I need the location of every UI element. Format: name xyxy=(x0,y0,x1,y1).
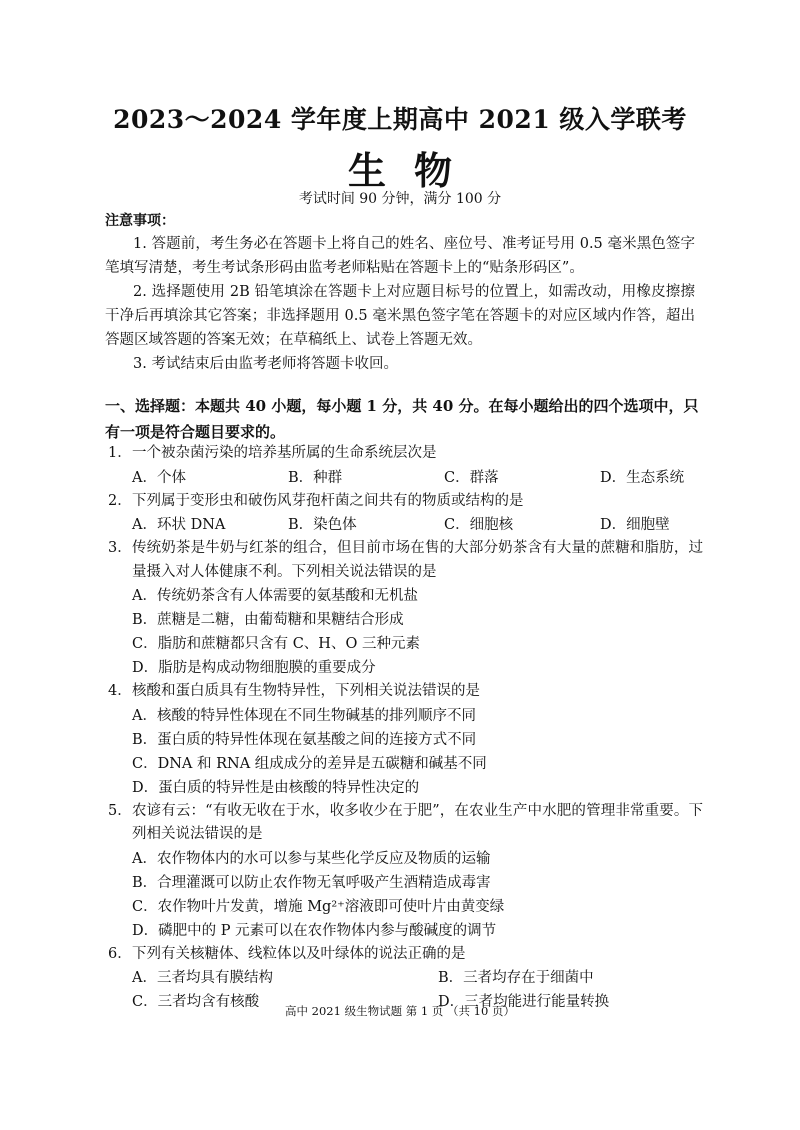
option-row xyxy=(108,466,703,490)
option-c: C．脂肪和蔗糖都只含有 C、H、O 三种元素 xyxy=(132,636,420,652)
question-stem: 核酸和蛋白质具有生物特异性，下列相关说法错误的是 xyxy=(132,683,480,699)
option-b: B．蛋白质的特异性体现在氨基酸之间的连接方式不同 xyxy=(132,731,477,748)
question-stem: 传统奶茶是牛奶与红茶的组合，但目前市场在售的大部分奶茶含有大量的蔗糖和脂肪，过量摄入对人体健康不利。下列相关说法错误的是 xyxy=(132,540,703,580)
question-1 xyxy=(108,442,703,490)
option-b: B．染色体 xyxy=(288,517,357,533)
option-d: D．磷肥中的 P 元素可以在农作物体内参与酸碱度的调节 xyxy=(132,922,497,939)
option-d: D．蛋白质的特异性是由核酸的特异性决定的 xyxy=(132,779,420,796)
question-list xyxy=(108,442,703,1014)
option-c: C．三者均含有核酸 xyxy=(132,994,260,1010)
question-stem: 下列有关核糖体、线粒体以及叶绿体的说法正确的是 xyxy=(132,945,466,962)
section-heading: 一、选择题：本题共 40 小题，每小题 1 分，共 40 分。在每小题给出的四个选项中，只有一项是符合题目要求的。 xyxy=(105,397,699,441)
note-item: 1. 答题前，考生务必在答题卡上将自己的姓名、座位号、准考证号用 0.5 毫米黑色签字笔填写清楚，考生考试条形码由监考老师粘贴在答题卡上的“贴条形码区”。 xyxy=(105,236,695,276)
option-c: C．DNA 和 RNA 组成成分的差异是五碳糖和碱基不同 xyxy=(132,755,487,772)
question-number: 6． xyxy=(108,945,132,962)
option-a: A．核酸的特异性体现在不同生物碱基的排列顺序不同 xyxy=(132,707,476,724)
note-item: 3. 考试结束后由监考老师将答题卡收回。 xyxy=(133,356,398,372)
subject-title: 生物 xyxy=(347,148,480,193)
option-a: A．个体 xyxy=(132,469,186,486)
exam-title: 2023～2024 学年度上期高中 2021 级入学联考 xyxy=(113,105,687,134)
option-c: C．农作物叶片发黄，增施 Mg²⁺溶液即可使叶片由黄变绿 xyxy=(132,898,505,915)
option-c: C．细胞核 xyxy=(444,517,514,533)
notes-list xyxy=(105,232,695,376)
question-2 xyxy=(108,490,703,538)
option-d: D．生态系统 xyxy=(600,469,685,486)
question-3 xyxy=(108,537,703,680)
question-stem: 一个被杂菌污染的培养基所属的生命系统层次是 xyxy=(132,445,437,461)
question-5 xyxy=(108,800,703,943)
option-b: B．三者均存在于细菌中 xyxy=(438,970,594,986)
option-row xyxy=(108,513,703,537)
notes-heading: 注意事项： xyxy=(105,213,175,229)
exam-info: 考试时间 90 分钟，满分 100 分 xyxy=(298,191,502,207)
option-b: B．蔗糖是二糖，由葡萄糖和果糖结合形成 xyxy=(132,612,404,628)
note-item: 2. 选择题使用 2B 铅笔填涂在答题卡上对应题目标号的位置上，如需改动，用橡皮擦擦干净后再填涂其它答案；非选择题用 0.5 毫米黑色签字笔在答题卡的对应区域内作答，超出答题区域答题的答案无效；在草稿纸上、试卷上答题无效。 xyxy=(105,284,695,348)
question-stem: 农谚有云：“有收无收在于水，收多收少在于肥”，在农业生产中水肥的管理非常重要。下列相关说法错误的是 xyxy=(132,802,703,842)
option-a: A．三者均具有膜结构 xyxy=(132,970,273,986)
page-footer: 高中 2021 级生物试题 第 1 页 （共 10 页） xyxy=(285,1004,515,1018)
question-4 xyxy=(108,680,703,800)
option-row xyxy=(108,966,703,990)
question-number: 2． xyxy=(108,492,132,509)
question-number: 4． xyxy=(108,683,132,699)
option-d: D．三者均能进行能量转换 xyxy=(438,994,610,1010)
option-a: A．农作物体内的水可以参与某些化学反应及物质的运输 xyxy=(132,850,491,867)
question-number: 1． xyxy=(108,445,132,461)
option-d: D．脂肪是构成动物细胞膜的重要成分 xyxy=(132,660,376,676)
option-c: C．群落 xyxy=(444,469,499,486)
option-d: D．细胞壁 xyxy=(600,517,670,533)
question-stem: 下列属于变形虫和破伤风芽孢杆菌之间共有的物质或结构的是 xyxy=(132,492,524,509)
option-a: A．传统奶茶含有人体需要的氨基酸和无机盐 xyxy=(132,588,418,604)
option-a: A．环状 DNA xyxy=(132,517,226,533)
option-b: B．种群 xyxy=(288,469,343,486)
question-number: 5． xyxy=(108,802,132,819)
question-number: 3． xyxy=(108,540,132,556)
option-b: B．合理灌溉可以防止农作物无氧呼吸产生酒精造成毒害 xyxy=(132,874,491,891)
